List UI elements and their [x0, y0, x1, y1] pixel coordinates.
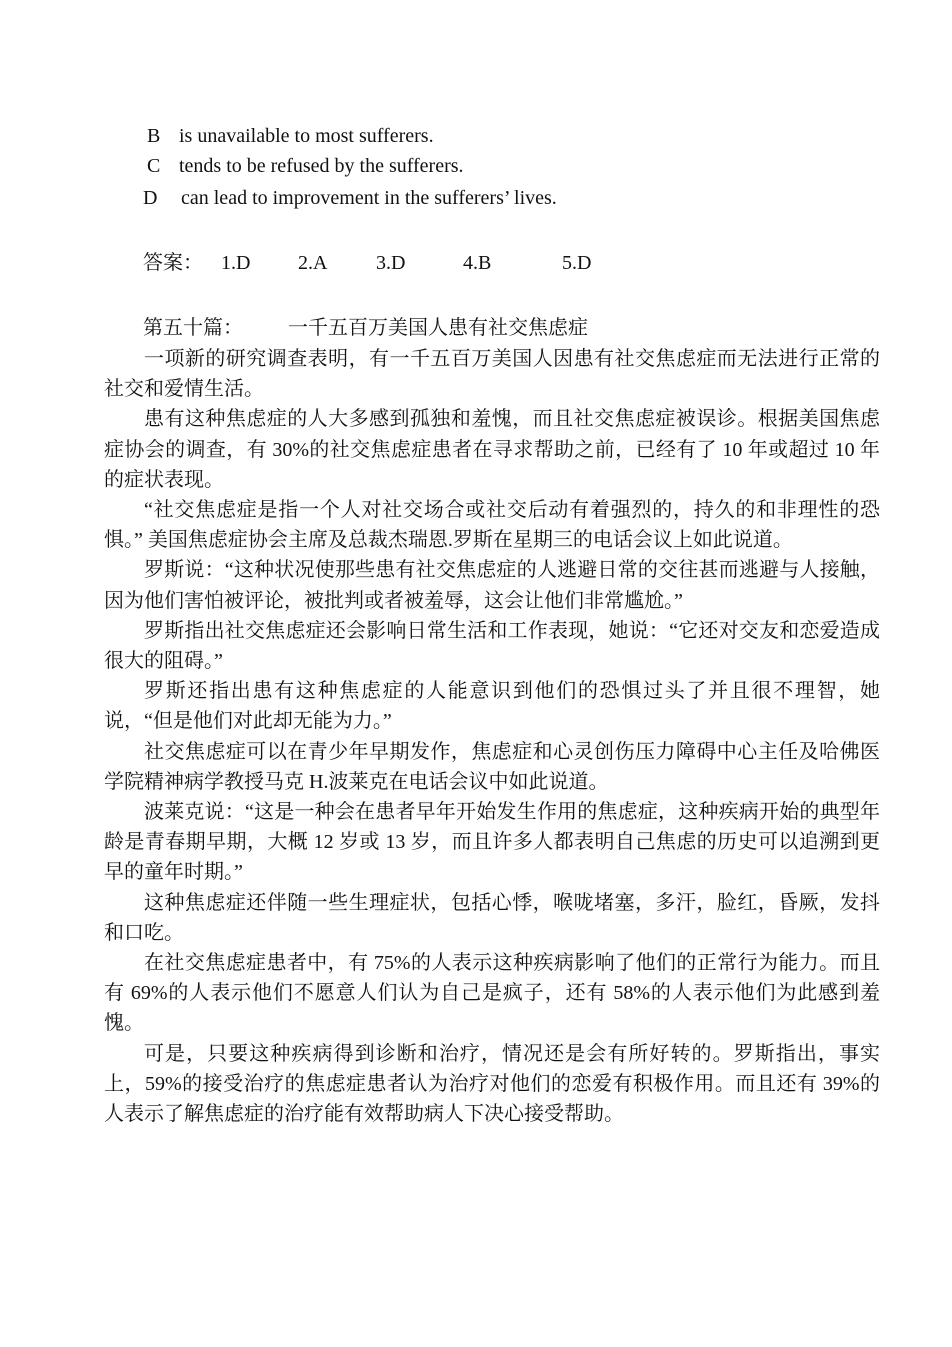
answer-item: 4.B [463, 252, 492, 274]
answer-item: 3.D [376, 252, 406, 274]
answer-label: 答案： [143, 252, 203, 274]
paragraph: 波莱克说：“这是一种会在患者早年开始发生作用的焦虑症，这种疾病开始的典型年龄是青春期早期，大概 12 岁或 13 岁，而且许多人都表明自己焦虑的历史可以追溯到更早的童年时期。” [104, 801, 880, 884]
paragraph: 患有这种焦虑症的人大多感到孤独和羞愧，而且社交焦虑症被误诊。根据美国焦虑症协会的调查，有 30%的社交焦虑症患者在寻求帮助之前，已经有了 10 年或超过 10 年的症状表现。 [104, 408, 880, 491]
option-letter: C [147, 155, 161, 177]
paragraph: 可是，只要这种疾病得到诊断和治疗，情况还是会有所好转的。罗斯指出，事实上，59%的接受治疗的焦虑症患者认为治疗对他们的恋爱有积极作用。而且还有 39%的人表示了解焦虑症的治疗能有效帮助病人下决心接受帮助。 [104, 1042, 880, 1126]
option-c [147, 153, 464, 179]
option-letter: D [143, 187, 158, 209]
paragraph: 社交焦虑症可以在青少年早期发作，焦虑症和心灵创伤压力障碍中心主任及哈佛医学院精神病学教授马克 H.波莱克在电话会议中如此说道。 [104, 740, 880, 793]
answer-item: 5.D [562, 252, 592, 274]
paragraph: 在社交焦虑症患者中，有 75%的人表示这种疾病影响了他们的正常行为能力。而且有 69%的人表示他们不愿意人们认为自己是疯子，还有 58%的人表示他们为此感到羞愧。 [104, 952, 880, 1035]
option-text: can lead to improvement in the sufferers’ lives. [181, 187, 557, 209]
option-text: tends to be refused by the sufferers. [179, 155, 464, 177]
article-heading [143, 314, 588, 342]
article-title: 一千五百万美国人患有社交焦虑症 [288, 317, 588, 339]
paragraph: 一项新的研究调查表明，有一千五百万美国人因患有社交焦虑症而无法进行正常的社交和爱情生活。 [104, 348, 880, 401]
paragraph: 罗斯还指出患有这种焦虑症的人能意识到他们的恐惧过头了并且很不理智，她说，“但是他们对此却无能为力。” [104, 680, 880, 733]
paragraph: 罗斯指出社交焦虑症还会影响日常生活和工作表现，她说：“它还对交友和恋爱造成很大的阻碍。” [104, 619, 880, 673]
paragraph: 罗斯说：“这种状况使那些患有社交焦虑症的人逃避日常的交往甚而逃避与人接触，因为他们害怕被评论，被批判或者被羞辱，这会让他们非常尴尬。” [104, 559, 880, 612]
answer-item: 2.A [298, 252, 328, 274]
option-b [147, 123, 434, 149]
article-body [104, 344, 880, 1129]
article-number: 第五十篇： [143, 317, 243, 339]
paragraph: “社交焦虑症是指一个人对社交场合或社交后动有着强烈的，持久的和非理性的恐惧。” 美国焦虑症协会主席及总裁杰瑞恩.罗斯在星期三的电话会议上如此说道。 [104, 499, 880, 552]
paragraph: 这种焦虑症还伴随一些生理症状，包括心悸，喉咙堵塞，多汗，脸红，昏厥，发抖和口吃。 [104, 891, 880, 944]
answer-item: 1.D [221, 252, 251, 274]
option-d [143, 185, 557, 211]
option-letter: B [147, 125, 161, 147]
option-text: is unavailable to most sufferers. [179, 125, 434, 147]
